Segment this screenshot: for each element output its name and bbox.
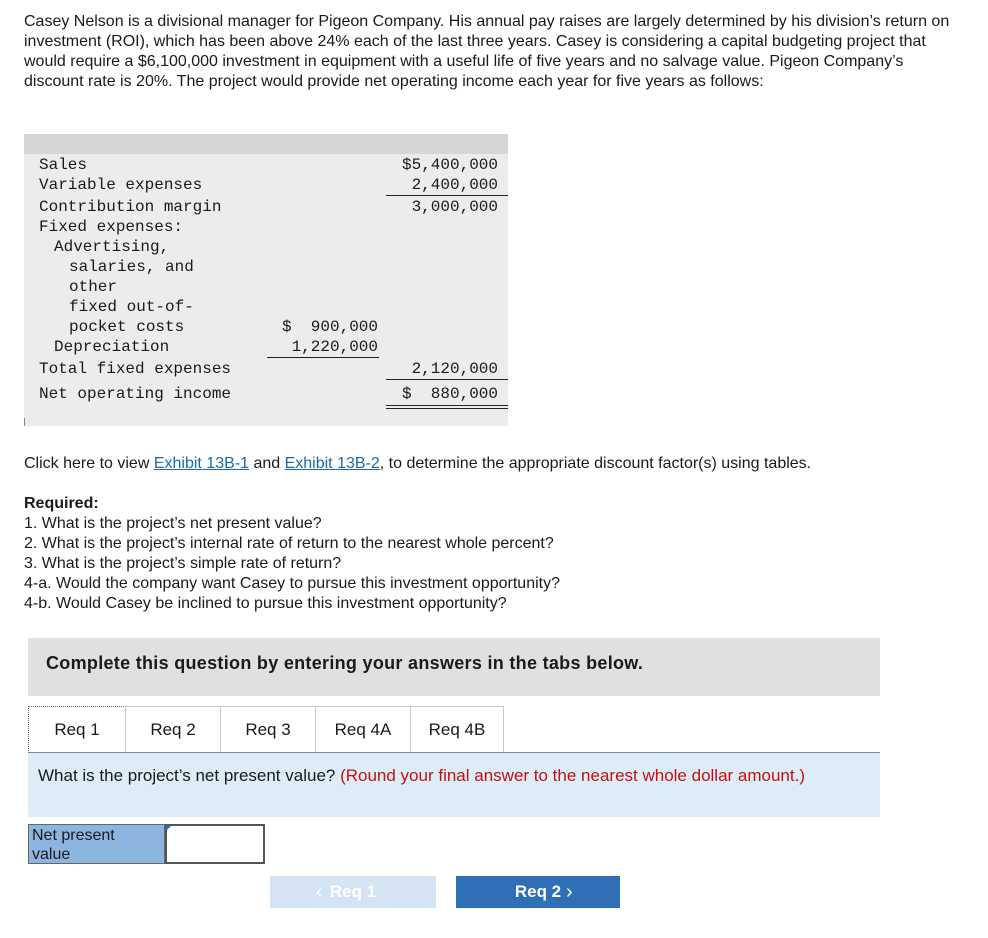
exhibit-suffix: , to determine the appropriate discount factor(s) using tables. bbox=[379, 455, 812, 472]
row-variable-value: 2,400,000 bbox=[411, 176, 498, 194]
row-advertising-value: $ 900,000 bbox=[281, 318, 378, 336]
npv-label bbox=[28, 824, 165, 864]
npv-label-line2: value bbox=[32, 846, 71, 863]
row-sales-label: Sales bbox=[39, 156, 88, 174]
prev-button-label: Req 1 bbox=[329, 882, 377, 901]
question-hint: (Round your final answer to the nearest whole dollar amount.) bbox=[340, 766, 805, 785]
required-section bbox=[24, 494, 560, 614]
chevron-left-icon: ‹ bbox=[316, 881, 323, 903]
required-item-4a: 4-a. Would the company want Casey to pursue this investment opportunity? bbox=[24, 575, 560, 592]
double-underline-bottom bbox=[386, 408, 508, 409]
row-contribution-label: Contribution margin bbox=[39, 198, 222, 216]
required-item-3: 3. What is the project’s simple rate of return? bbox=[24, 555, 342, 572]
exhibit-13b-1-link[interactable]: Exhibit 13B-1 bbox=[153, 455, 249, 472]
row-total-fixed-value: 2,120,000 bbox=[411, 360, 498, 378]
row-contribution-value: 3,000,000 bbox=[411, 198, 498, 216]
banner-text: Complete this question by entering your answers in the tabs below. bbox=[46, 653, 644, 673]
row-advertising-line4: fixed out-of- bbox=[69, 298, 194, 316]
question-main: What is the project’s net present value? bbox=[38, 766, 341, 785]
tab-req-4a[interactable]: Req 4A bbox=[315, 706, 411, 752]
underline bbox=[267, 357, 379, 358]
exhibit-line bbox=[24, 454, 811, 474]
instructions-banner bbox=[28, 638, 880, 696]
required-heading: Required: bbox=[24, 495, 99, 512]
row-noi-label: Net operating income bbox=[39, 385, 232, 403]
row-advertising-line1: Advertising, bbox=[54, 238, 170, 256]
row-depreciation-label: Depreciation bbox=[54, 338, 170, 356]
npv-input[interactable] bbox=[165, 824, 265, 864]
problem-intro: Casey Nelson is a divisional manager for Pigeon Company. His annual pay raises are largely determined by his division’s return on investment (ROI), which has been above 24% each of the last three years. Casey is considering a capital budgeting project that would require a $6,100,000 investment in equipment with a useful life of five years and no salvage value. Pigeon Company’s discount rate is 20%. The project would provide net operating income each year for five years as follows: bbox=[24, 13, 950, 90]
row-advertising-line2: salaries, and bbox=[69, 258, 194, 276]
chevron-right-icon: › bbox=[566, 881, 573, 903]
row-noi-value: $ 880,000 bbox=[401, 385, 498, 403]
required-item-4b: 4-b. Would Casey be inclined to pursue this investment opportunity? bbox=[24, 595, 507, 612]
row-advertising-line3: other bbox=[69, 278, 118, 296]
tab-req-2[interactable]: Req 2 bbox=[125, 706, 221, 752]
question-text bbox=[38, 765, 858, 787]
tab-req-4b[interactable]: Req 4B bbox=[410, 706, 504, 752]
row-total-fixed-label: Total fixed expenses bbox=[39, 360, 232, 378]
prev-button[interactable] bbox=[270, 876, 436, 908]
row-depreciation-value: 1,220,000 bbox=[291, 338, 378, 356]
npv-label-line1: Net present bbox=[32, 827, 115, 844]
exhibit-and: and bbox=[249, 455, 285, 472]
exhibit-prefix: Click here to view bbox=[24, 455, 154, 472]
row-fixed-header: Fixed expenses: bbox=[39, 218, 184, 236]
question-panel bbox=[28, 753, 880, 817]
required-item-1: 1. What is the project’s net present value? bbox=[24, 515, 322, 532]
exhibit-13b-2-link[interactable]: Exhibit 13B-2 bbox=[284, 455, 380, 472]
underline bbox=[386, 195, 508, 196]
double-underline-top bbox=[386, 405, 508, 406]
table-header-bar bbox=[24, 134, 508, 154]
tab-req-3[interactable]: Req 3 bbox=[220, 706, 316, 752]
underline bbox=[386, 379, 508, 380]
required-item-2: 2. What is the project’s internal rate of return to the nearest whole percent? bbox=[24, 535, 554, 552]
row-sales-value: $5,400,000 bbox=[401, 156, 498, 174]
row-advertising-line5: pocket costs bbox=[69, 318, 185, 336]
next-button-label: Req 2 bbox=[514, 882, 562, 901]
table-corner-tick bbox=[24, 418, 25, 426]
row-variable-label: Variable expenses bbox=[39, 176, 203, 194]
input-corner-marker bbox=[166, 825, 172, 831]
tab-req-1[interactable]: Req 1 bbox=[28, 706, 126, 753]
income-statement-table bbox=[24, 134, 508, 426]
next-button[interactable] bbox=[456, 876, 620, 908]
